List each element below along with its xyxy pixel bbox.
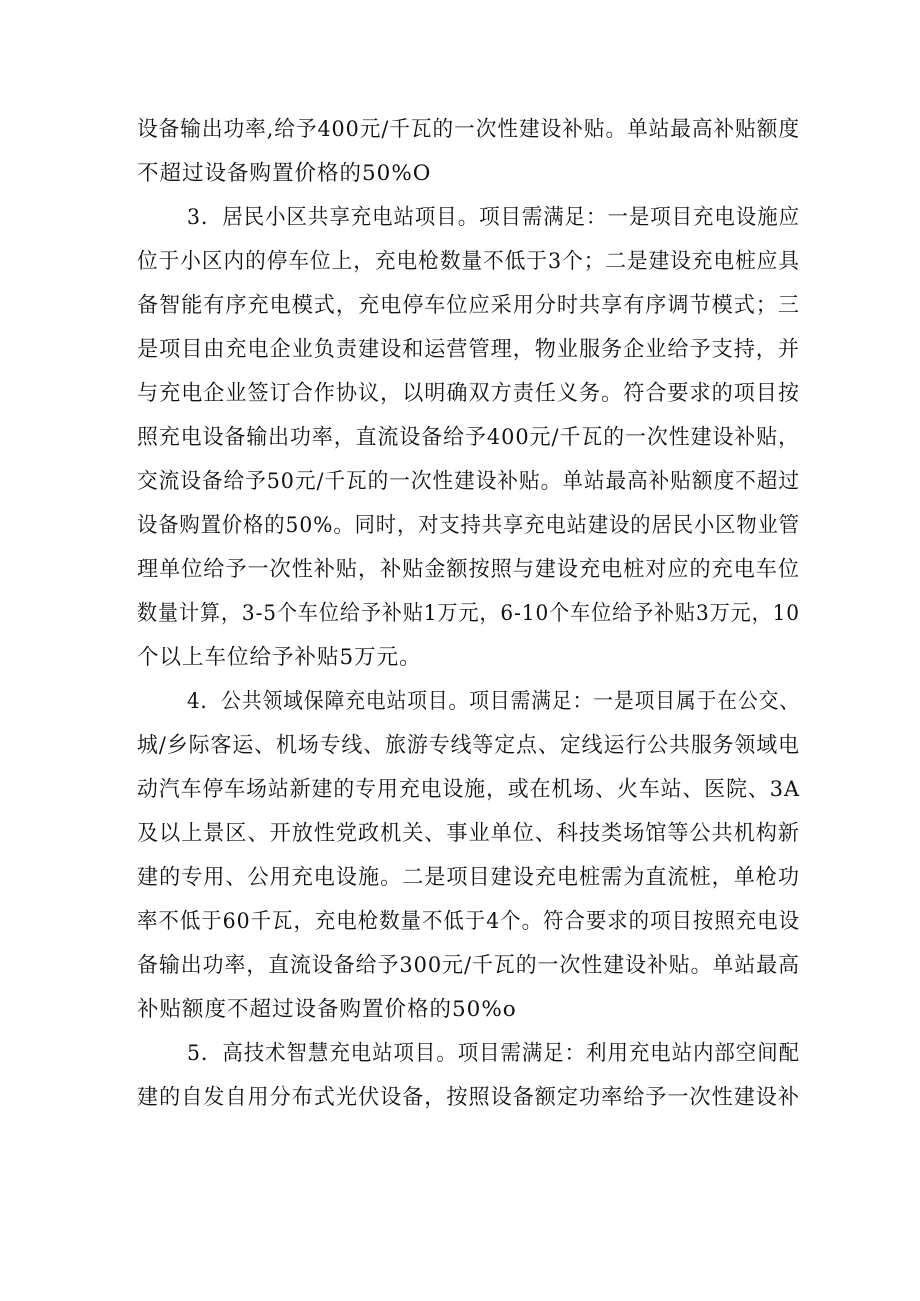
text-line: 动汽车停车场站新建的专用充电设施，或在机场、火车站、医院、3A xyxy=(137,777,800,802)
text-line: 是项目由充电企业负责建设和运营管理，物业服务企业给予支持，并 xyxy=(137,337,800,362)
text-line: 设备购置价格的50%。同时，对支持共享充电站建设的居民小区物业管 xyxy=(137,513,800,538)
text-line: 及以上景区、开放性党政机关、事业单位、科技类场馆等公共机构新 xyxy=(137,821,800,846)
text-line: 交流设备给予50元/千瓦的一次性建设补贴。单站最高补贴额度不超过 xyxy=(137,469,800,494)
text-line: 不超过设备购置价格的50%O xyxy=(137,161,432,186)
text-line: 补贴额度不超过设备购置价格的50%o xyxy=(137,997,517,1022)
text-line: 个以上车位给予补贴5万元。 xyxy=(137,645,422,670)
text-line: 理单位给予一次性补贴，补贴金额按照与建设充电桩对应的充电车位 xyxy=(137,557,800,582)
text-line: 位于小区内的停车位上，充电枪数量不低于3个；二是建设充电桩应具 xyxy=(137,249,800,274)
paragraph-4-heading-line: 4．公共领域保障充电站项目。项目需满足：一是项目属于在公交、 xyxy=(187,689,800,714)
text-line: 城/乡际客运、机场专线、旅游专线等定点、定线运行公共服务领域电 xyxy=(137,733,800,758)
text-line: 照充电设备输出功率，直流设备给予400元/千瓦的一次性建设补贴， xyxy=(137,425,800,450)
text-line: 备智能有序充电模式，充电停车位应采用分时共享有序调节模式；三 xyxy=(137,293,800,318)
text-line: 数量计算，3-5个车位给予补贴1万元，6-10个车位给予补贴3万元，10 xyxy=(137,601,800,626)
text-line: 建的自发自用分布式光伏设备，按照设备额定功率给予一次性建设补 xyxy=(137,1085,800,1110)
text-line: 设备输出功率,给予400元/千瓦的一次性建设补贴。单站最高补贴额度 xyxy=(137,117,800,142)
paragraph-5-heading-line: 5．高技术智慧充电站项目。项目需满足：利用充电站内部空间配 xyxy=(187,1041,800,1066)
text-line: 率不低于60千瓦，充电枪数量不低于4个。符合要求的项目按照充电设 xyxy=(137,909,800,934)
text-line: 备输出功率，直流设备给予300元/千瓦的一次性建设补贴。单站最高 xyxy=(137,953,800,978)
text-line: 建的专用、公用充电设施。二是项目建设充电桩需为直流桩，单枪功 xyxy=(137,865,800,890)
paragraph-3-heading-line: 3．居民小区共享充电站项目。项目需满足：一是项目充电设施应 xyxy=(187,205,800,230)
text-line: 与充电企业签订合作协议，以明确双方责任义务。符合要求的项目按 xyxy=(137,381,800,406)
